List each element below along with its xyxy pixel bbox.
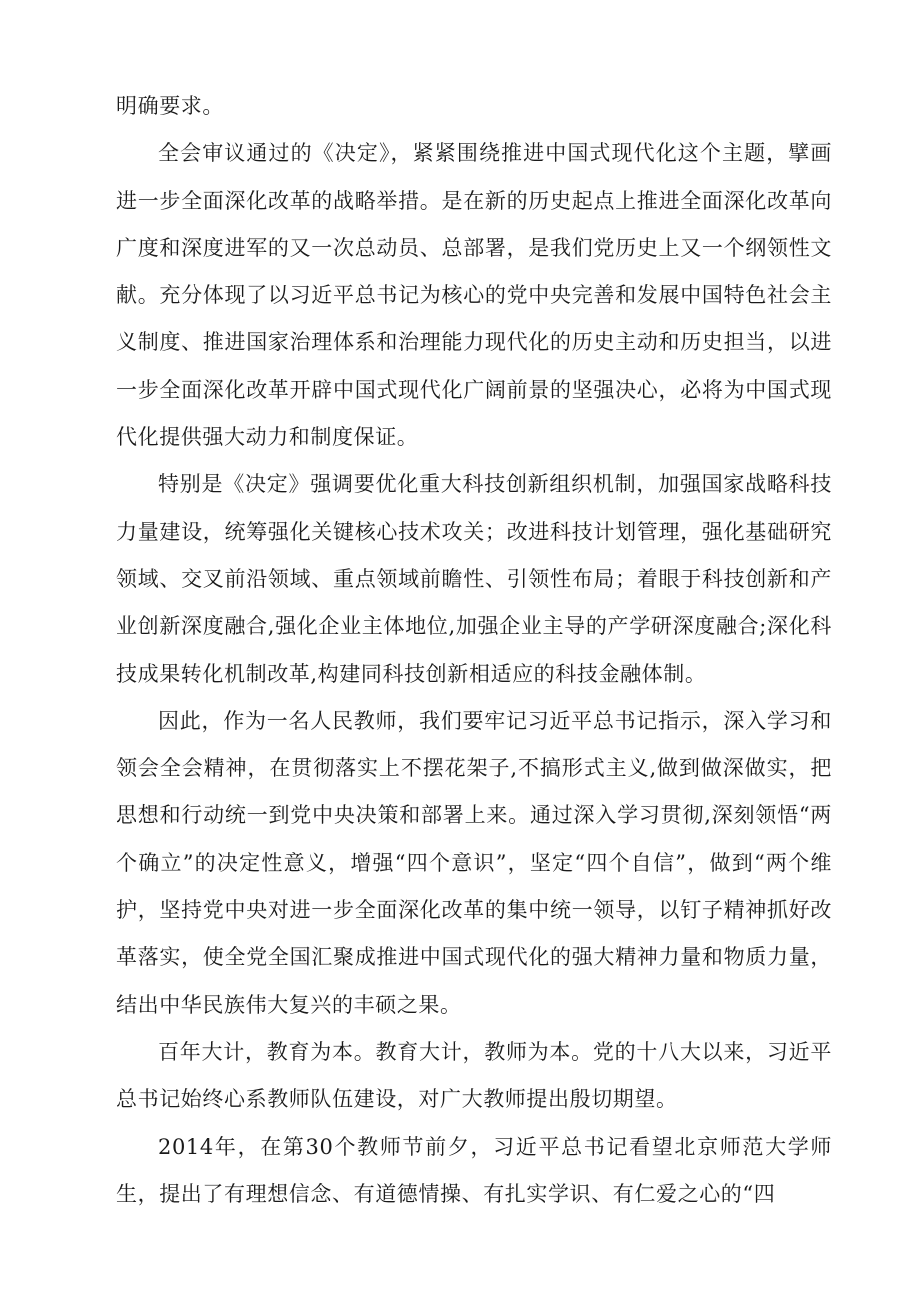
paragraph-decision-overview: 全会审议通过的《决定》，紧紧围绕推进中国式现代化这个主题，擘画进一步全面深化改革的战略举措。是在新的历史起点上推进全面深化改革向广度和深度进军的又一次总动员、总部署，是我们党历史上又一个纲领性文献。充分体现了以习近平总书记为核心的党中央完善和发展中国特色社会主义制度、推进国家治理体系和治理能力现代化的历史主动和历史担当，以进一步全面深化改革开辟中国式现代化广阔前景的坚强决心，必将为中国式现代化提供强大动力和制度保证。 bbox=[116, 141, 832, 450]
document-body bbox=[116, 83, 832, 1218]
paragraph-2014-teachers-day: 2014年，在第30个教师节前夕，习近平总书记看望北京师范大学师生，提出了有理想信念、有道德情操、有扎实学识、有仁爱之心的“四 bbox=[116, 1134, 832, 1206]
paragraph-continuation: 明确要求。 bbox=[116, 94, 224, 118]
paragraph-science-technology: 特别是《决定》强调要优化重大科技创新组织机制，加强国家战略科技力量建设，统筹强化关键核心技术攻关；改进科技计划管理，强化基础研究领域、交叉前沿领域、重点领域前瞻性、引领性布局；着眼于科技创新和产业创新深度融合,强化企业主体地位,加强企业主导的产学研深度融合;深化科技成果转化机制改革,构建同科技创新相适应的科技金融体制。 bbox=[116, 472, 832, 686]
paragraph-education-foundation: 百年大计，教育为本。教育大计，教师为本。党的十八大以来，习近平总书记始终心系教师队伍建设，对广大教师提出殷切期望。 bbox=[116, 1039, 832, 1112]
paragraph-teacher-duty: 因此，作为一名人民教师，我们要牢记习近平总书记指示，深入学习和领会全会精神，在贯彻落实上不摆花架子,不搞形式主义,做到做深做实，把思想和行动统一到党中央决策和部署上来。通过深入学习贯彻,深刻领悟“两个确立”的决定性意义，增强“四个意识”，坚定“四个自信”，做到“两个维护，坚持党中央对进一步全面深化改革的集中统一领导，以钉子精神抓好改革落实，使全党全国汇聚成推进中国式现代化的强大精神力量和物质力量，结出中华民族伟大复兴的丰硕之果。 bbox=[116, 708, 832, 1017]
